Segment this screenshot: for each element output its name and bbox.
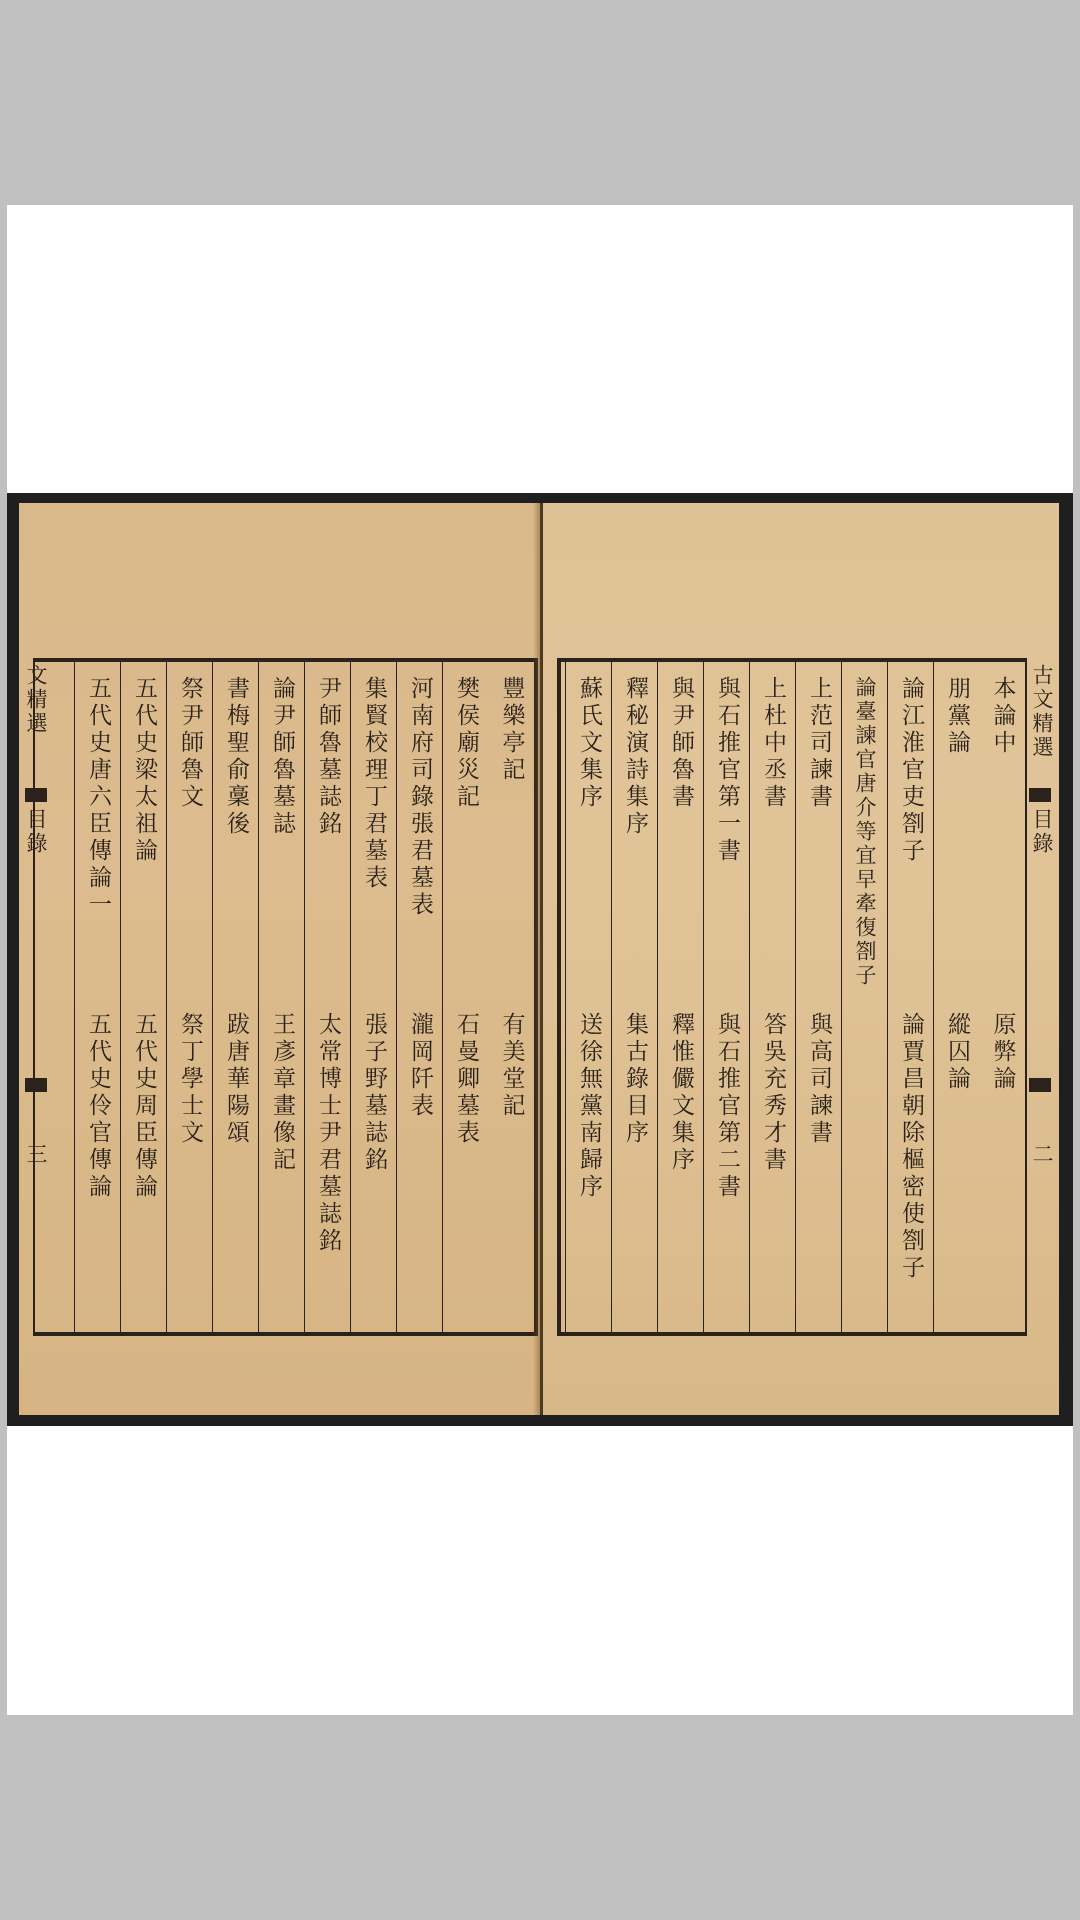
toc-column <box>396 662 442 1332</box>
right-columns <box>561 662 1025 1332</box>
right-page <box>543 503 1059 1415</box>
toc-entry: 石曼卿墓表 <box>453 1012 479 1147</box>
toc-entry: 有美堂記 <box>498 1012 525 1120</box>
left-page <box>19 503 540 1415</box>
toc-entry: 朋黨論 <box>944 676 970 757</box>
toc-entry: 縱囚論 <box>944 1012 970 1093</box>
toc-column <box>611 662 657 1332</box>
toc-entry: 五代史梁太祖論 <box>131 676 157 865</box>
toc-entry: 論江淮官吏劄子 <box>898 676 924 865</box>
toc-column <box>841 662 887 1332</box>
left-page-frame <box>33 658 538 1336</box>
toc-column <box>887 662 933 1332</box>
margin-title: 文精選 <box>24 664 48 736</box>
toc-entry: 河南府司錄張君墓表 <box>407 676 433 919</box>
toc-entry: 送徐無黨南歸序 <box>576 1012 602 1201</box>
toc-entry: 論臺諫官唐介等宜早牽復劄子 <box>853 676 877 988</box>
fishtail-mark <box>1029 1078 1051 1092</box>
margin-section: 目錄 <box>24 808 48 856</box>
toc-entry: 瀧岡阡表 <box>407 1012 433 1120</box>
toc-entry: 與高司諫書 <box>806 1012 832 1147</box>
margin-page-number: 三 <box>24 1143 48 1167</box>
toc-column <box>749 662 795 1332</box>
margin-section: 目錄 <box>1030 808 1054 856</box>
toc-entry: 釋惟儼文集序 <box>668 1012 694 1174</box>
toc-column <box>565 662 611 1332</box>
toc-entry: 張子野墓誌銘 <box>361 1012 387 1174</box>
toc-entry: 與石推官第一書 <box>714 676 740 865</box>
margin-page-number: 二 <box>1030 1143 1054 1167</box>
toc-column <box>703 662 749 1332</box>
toc-column <box>212 662 258 1332</box>
toc-entry: 答吳充秀才書 <box>760 1012 786 1174</box>
toc-entry: 論尹師魯墓誌 <box>269 676 295 838</box>
toc-entry: 與尹師魯書 <box>668 676 694 811</box>
book-spread <box>7 493 1073 1426</box>
toc-entry: 樊侯廟災記 <box>453 676 479 811</box>
toc-column <box>166 662 212 1332</box>
left-columns <box>35 662 534 1332</box>
toc-entry: 蘇氏文集序 <box>576 676 602 811</box>
toc-column <box>657 662 703 1332</box>
toc-entry: 本論中 <box>989 676 1016 757</box>
toc-entry: 太常博士尹君墓誌銘 <box>315 1012 341 1255</box>
toc-entry: 與石推官第二書 <box>714 1012 740 1201</box>
toc-entry: 跋唐華陽頌 <box>223 1012 249 1147</box>
right-page-frame <box>557 658 1027 1336</box>
margin-title: 古文精選 <box>1030 664 1054 760</box>
toc-entry: 祭尹師魯文 <box>177 676 203 811</box>
toc-column <box>933 662 979 1332</box>
right-page-margin <box>1027 658 1057 1336</box>
toc-entry: 王彥章畫像記 <box>269 1012 295 1174</box>
toc-column <box>979 662 1025 1332</box>
toc-column <box>120 662 166 1332</box>
toc-column <box>350 662 396 1332</box>
toc-entry: 集古錄目序 <box>622 1012 648 1147</box>
toc-entry: 書梅聖俞稾後 <box>223 676 249 838</box>
toc-entry: 上范司諫書 <box>806 676 832 811</box>
toc-entry: 五代史周臣傳論 <box>131 1012 157 1201</box>
toc-entry: 五代史伶官傳論 <box>85 1012 111 1201</box>
toc-entry: 集賢校理丁君墓表 <box>361 676 387 892</box>
toc-entry: 五代史唐六臣傳論一 <box>85 676 111 919</box>
toc-entry: 釋秘演詩集序 <box>622 676 648 838</box>
toc-entry: 原弊論 <box>989 1012 1016 1093</box>
toc-entry: 論賈昌朝除樞密使劄子 <box>898 1012 924 1282</box>
toc-column <box>795 662 841 1332</box>
toc-column <box>258 662 304 1332</box>
toc-column <box>442 662 488 1332</box>
toc-column <box>74 662 120 1332</box>
toc-entry: 豐樂亭記 <box>498 676 525 784</box>
toc-entry: 上杜中丞書 <box>760 676 786 811</box>
toc-entry: 祭丁學士文 <box>177 1012 203 1147</box>
toc-entry: 尹師魯墓誌銘 <box>315 676 341 838</box>
toc-column <box>488 662 534 1332</box>
toc-column <box>304 662 350 1332</box>
fishtail-mark <box>1029 788 1051 802</box>
